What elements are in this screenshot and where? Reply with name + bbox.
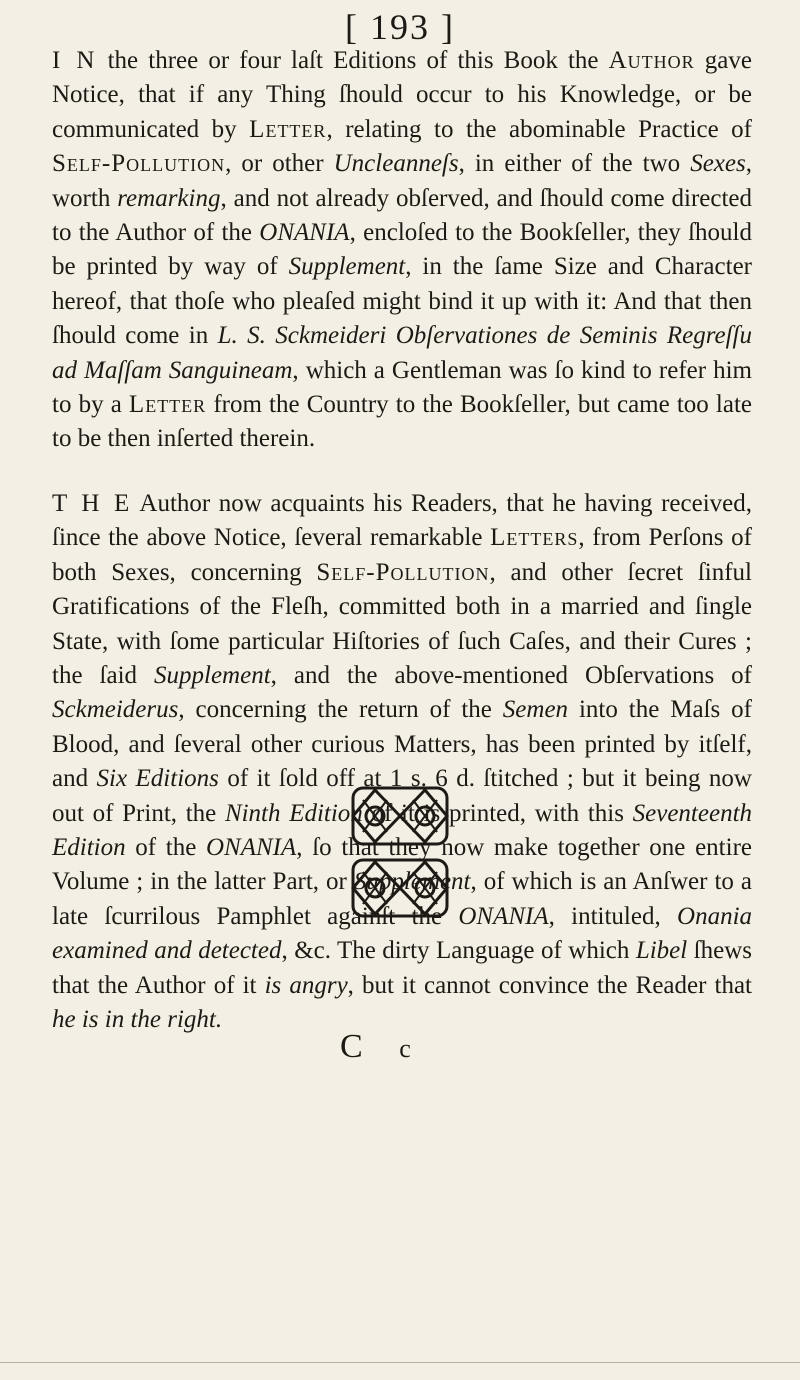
drop-initial: T H E xyxy=(52,489,133,517)
paragraph-announcement xyxy=(52,487,752,1038)
text-run: , concerning the return of the xyxy=(178,696,503,724)
signature-letter-small: c xyxy=(399,1034,425,1063)
text-run: , and the above-mentioned Obſervations of xyxy=(270,661,752,689)
text-run: Uncleanneſs xyxy=(333,150,459,178)
page-edge-divider xyxy=(0,1362,800,1363)
text-run: Sckmeiderus xyxy=(52,696,179,724)
text-run: , in either of the two xyxy=(458,150,691,178)
text-run: , which a Gentleman was ſo kind to refer him to by a xyxy=(52,356,752,419)
text-run: Supplement xyxy=(154,661,271,689)
text-run: the three or four laſt Editions of this Book the xyxy=(97,47,609,74)
text-run: , &c. The dirty Language of which xyxy=(281,937,636,965)
text-run: ONANIA xyxy=(259,219,350,247)
drop-initial: I N xyxy=(52,47,98,74)
text-run: L. S. Sckmeideri Obſervationes de Seminis Regreſſu ad Maſſam Sanguineam xyxy=(52,322,752,384)
text-run: Sexes xyxy=(690,150,746,178)
signature-letter: C xyxy=(340,1028,377,1065)
text-run: , of which is an Anſwer to a late ſcurrilous Pamphlet againſt the xyxy=(52,868,752,930)
text-run: Supplement xyxy=(288,253,406,281)
text-run: from the Country to the Bookſeller, but came too late to be then inſerted therein. xyxy=(52,391,752,453)
text-run: Self-Pollution xyxy=(316,558,490,586)
text-run: ONANIA xyxy=(458,902,549,930)
text-run: , or other xyxy=(225,150,334,178)
text-run: into the Maſs of Blood, and ſeveral other curious Matters, has been printed by itſelf, and xyxy=(52,696,752,793)
text-run: Onania examined and detected xyxy=(52,902,753,965)
paragraph-notice xyxy=(52,44,752,457)
text-run: ONANIA xyxy=(206,833,297,861)
text-run: Letters xyxy=(490,524,579,552)
text-run: , but it cannot convince the Reader that xyxy=(347,971,752,999)
text-run: Seventeenth Edition xyxy=(52,799,753,861)
text-run: , and not already obſerved, and ſhould come directed to the Author of the xyxy=(52,184,753,247)
text-run: Six Editions xyxy=(96,765,219,793)
text-run: , relating to the abominable Practice of xyxy=(326,115,752,143)
text-run: Self-Pollution xyxy=(52,150,226,178)
text-run: ſhews that the Author of it xyxy=(52,937,752,999)
text-run: Libel xyxy=(635,937,688,965)
text-run: remarking xyxy=(117,184,221,212)
text-run: , encloſed to the Bookſeller, they ſhould be printed by way of xyxy=(52,219,752,281)
text-run: Letter xyxy=(128,391,207,419)
signature-mark xyxy=(340,1028,425,1066)
text-run: of it is printed, with this xyxy=(362,799,633,827)
text-run: is angry xyxy=(264,971,348,999)
text-run: Ninth Edition xyxy=(224,799,363,827)
text-run: of the xyxy=(125,833,206,861)
text-run: he is in the right. xyxy=(52,1005,223,1033)
text-run: , and other ſecret ſinful Gratifications of the Fleſh, committed both in a married and ſingle State, with ſome particular Hiſtories of ſuch Caſes, and their Cures ; the ſaid xyxy=(52,558,752,689)
text-run: Supplement xyxy=(353,868,471,896)
text-run: Author now acquaints his Readers, that he having received, ſince the above Notice, ſeveral remarkable xyxy=(52,489,752,552)
text-run: of it ſold off at 1 s. 6 d. ſtitched ; but it being now out of Print, the xyxy=(52,765,752,827)
text-run: Letter xyxy=(249,115,327,143)
text-run: , in the ſame Size and Character hereof, that thoſe who pleaſed might bind it up with it: And that then ſhould come in xyxy=(52,253,752,350)
text-run: Semen xyxy=(502,696,569,724)
page-number: [ 193 ] xyxy=(345,7,455,47)
knotwork-tailpiece-icon xyxy=(345,780,455,930)
text-run: , intituled, xyxy=(548,902,678,930)
text-run: , worth xyxy=(52,150,752,212)
text-run: , ſo that they now make together one entire Volume ; in the latter Part, or xyxy=(52,833,752,896)
text-run: gave Notice, that if any Thing ſhould occur to his Knowledge, or be communicated by xyxy=(52,47,752,143)
text-run: , from Perſons of both Sexes, concerning xyxy=(52,524,752,586)
text-run: Author xyxy=(608,47,695,74)
